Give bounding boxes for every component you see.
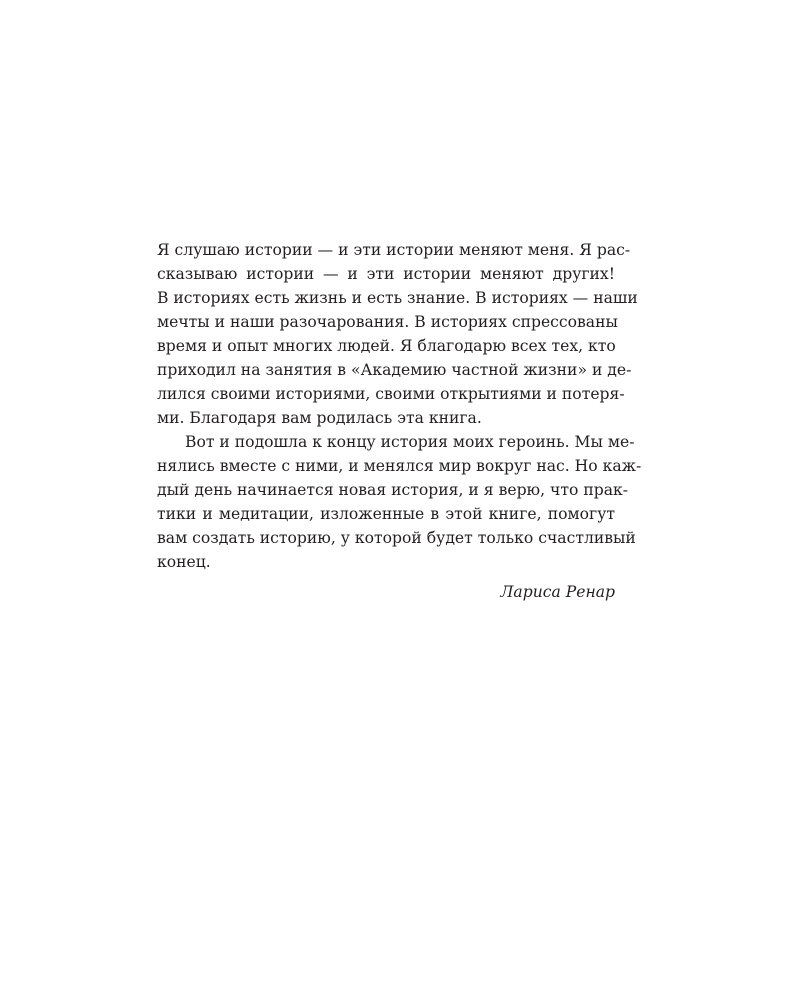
paragraph-2 [157,430,642,574]
paragraph-1 [157,238,638,430]
text-line: дый день начинается новая история, и я верю, что прак- [157,481,629,499]
afterword-text [157,238,642,574]
text-line: приходил на занятия в «Академию частной жизни» и де- [157,361,632,379]
text-line: лился своими историями, своими открытиями и потеря- [157,385,625,403]
text-line: ми. Благодаря вам родилась эта книга. [157,409,482,427]
text-line: Вот и подошла к концу история моих героинь. Мы ме- [185,433,635,451]
text-line: нялись вместе с ними, и менялся мир вокруг нас. Но каж- [157,457,642,475]
text-line: вам создать историю, у которой будет только счастливый [157,529,636,547]
text-line: мечты и наши разочарования. В историях спрессованы [157,313,618,331]
text-line: время и опыт многих людей. Я благодарю всех тех, кто [157,337,616,355]
text-line: конец. [157,553,211,571]
text-line: Я слушаю истории — и эти истории меняют меня. Я рас- [157,241,631,259]
author-signature: Лариса Ренар [500,583,615,601]
text-line: сказываю истории — и эти истории меняют других! [157,265,615,283]
text-line: тики и медитации, изложенные в этой книге, помогут [157,505,615,523]
text-line: В историях есть жизнь и есть знание. В историях — наши [157,289,638,307]
